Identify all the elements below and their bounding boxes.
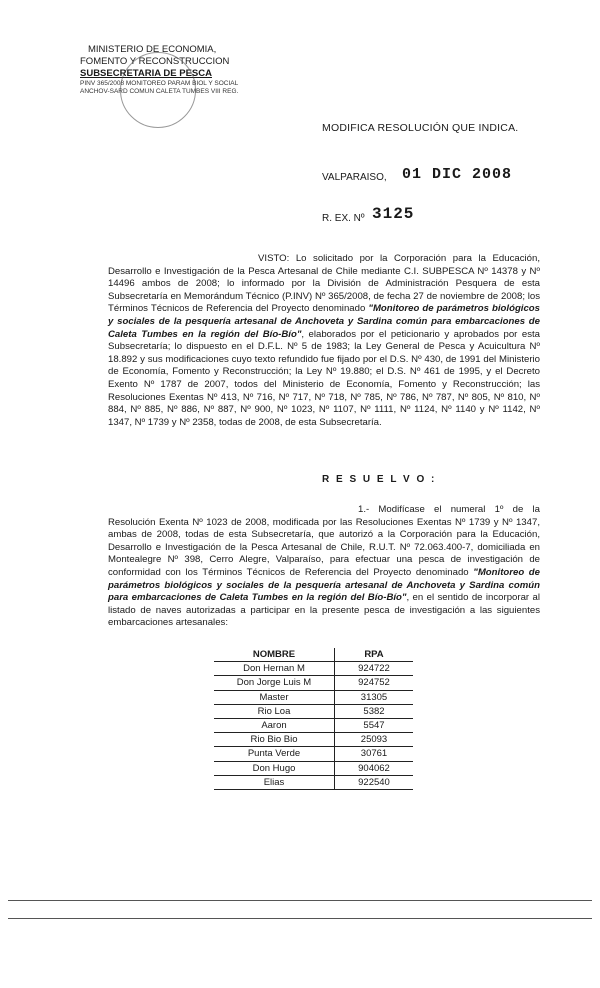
project-code-line2: ANCHOV-SARD COMUN CALETA TUMBES VIII REG. (80, 88, 239, 95)
vessel-rpa: 922540 (335, 775, 414, 789)
subsecretaria-name: SUBSECRETARIA DE PESCA (80, 68, 212, 79)
vessel-name: Rio Bio Bio (214, 733, 335, 747)
city-label: VALPARAISO, (322, 172, 387, 183)
vessel-name: Don Hugo (214, 761, 335, 775)
table-row (214, 775, 413, 789)
vessel-rpa: 30761 (335, 747, 414, 761)
resolution-number: 3125 (372, 205, 415, 223)
scan-edge-line (8, 900, 592, 901)
vessel-rpa: 25093 (335, 733, 414, 747)
vessel-name: Aaron (214, 718, 335, 732)
project-title: "Monitoreo de parámetros biológicos y sociales de la pesquería artesanal de Anchoveta y Sardina común para embarcaciones de Caleta Tumbes en la región del Bío-Bío" (108, 566, 540, 604)
table-row (214, 676, 413, 690)
document-subject: MODIFICA RESOLUCIÓN QUE INDICA. (322, 122, 519, 134)
vessel-rpa: 904062 (335, 761, 414, 775)
project-code-line1: PINV 365/2008 MONITOREO PARAM BIOL Y SOCIAL (80, 80, 239, 87)
table-row (214, 718, 413, 732)
official-seal-stamp (120, 52, 196, 128)
table-row (214, 662, 413, 676)
vessel-name: Master (214, 690, 335, 704)
vessel-rpa: 924752 (335, 676, 414, 690)
project-title: "Monitoreo de parámetros biológicos y sociales de la pesquería artesanal de Anchoveta y Sardina común para embarcaciones de Caleta Tumbes en la región del Bío-Bío" (108, 303, 540, 340)
vessel-name: Elias (214, 775, 335, 789)
table-row (214, 733, 413, 747)
table-row (214, 690, 413, 704)
visto-label: VISTO: (258, 253, 290, 264)
vessel-rpa: 31305 (335, 690, 414, 704)
table-header-row (214, 648, 413, 662)
vessels-table (214, 648, 413, 790)
table-row (214, 747, 413, 761)
ministry-name-line2: FOMENTO Y RECONSTRUCCION (80, 56, 230, 67)
vessel-rpa: 924722 (335, 662, 414, 676)
table-row (214, 761, 413, 775)
resolution-number-label: R. EX. Nº (322, 213, 365, 224)
vessel-name: Don Hernan M (214, 662, 335, 676)
resuelvo-heading: R E S U E L V O : (322, 474, 437, 485)
vessel-rpa: 5382 (335, 704, 414, 718)
ministry-name-line1: MINISTERIO DE ECONOMIA, (88, 44, 217, 55)
column-header-rpa: RPA (335, 648, 414, 662)
date-stamp: 01 DIC 2008 (402, 166, 513, 183)
vessel-name: Don Jorge Luis M (214, 676, 335, 690)
vessel-name: Punta Verde (214, 747, 335, 761)
vessel-rpa: 5547 (335, 718, 414, 732)
scan-edge-line (8, 918, 592, 919)
vessel-name: Rio Loa (214, 704, 335, 718)
resuelvo-paragraph: 1.- Modifícase el numeral 1º de la Resolución Exenta Nº 1023 de 2008, modificada por las Resoluciones Exentas Nº 1739 y Nº 1347, ambas de 2008, todas de esta Subsecretaría, que autorizó a la Corporación para la Educación, Desarrollo e Investigación de la Pesca Artesanal de Chile, R.U.T. Nº 72.063.400-7, domiciliada en Montealegre Nº 398, Cerro Alegre, Valparaíso, para efectuar una pesca de investigación de conformidad con los Términos Técnicos de Referencia del Proyecto denominado "Monitoreo de parámetros biológicos y sociales de la pesquería artesanal de Anchoveta y Sardina común para embarcaciones de Caleta Tumbes en la región del Bío-Bío", en el sentido de incorporar al listado de naves autorizadas a participar en la presente pesca de investigación a las siguientes embarcaciones artesanales: (108, 504, 540, 629)
table-row (214, 704, 413, 718)
visto-paragraph: VISTO: Lo solicitado por la Corporación para la Educación, Desarrollo e Investigación de la Pesca Artesanal de Chile mediante C.I. SUBPESCA Nº 14378 y Nº 14496 ambos de 2008; lo informado por la División de Administración Pesquera de esta Subsecretaría en Memorándum Técnico (P.INV) Nº 365/2008, de fecha 27 de noviembre de 2008; los Términos Técnicos de Referencia del Proyecto denominado "Monitoreo de parámetros biológicos y sociales de la pesquería artesanal de Anchoveta y Sardina común para embarcaciones de Caleta Tumbes en la región del Bío-Bío", elaborados por el peticionario y aprobados por esta Subsecretaría; lo dispuesto en el D.F.L. Nº 5 de 1983; la Ley General de Pesca y Acuicultura Nº 18.892 y sus modificaciones cuyo texto refundido fue fijado por el D.S. Nº 430, de 1991 del Ministerio de Economía, Fomento y Reconstrucción; la Ley Nº 19.880; el D.S. Nº 461 de 1995, y el Decreto Exento Nº 1787 de 2007, todos del Ministerio de Economía, Fomento y Reconstrucción; las Resoluciones Exentas Nº 413, Nº 716, Nº 717, Nº 718, Nº 785, Nº 786, Nº 787, Nº 805, Nº 810, Nº 884, Nº 885, Nº 886, Nº 887, Nº 900, Nº 1023, Nº 1107, Nº 1111, Nº 1124, Nº 1140 y Nº 1142, Nº 1347, Nº 1739 y Nº 2358, todas de 2008, de esta Subsecretaría. (108, 253, 541, 428)
column-header-name: NOMBRE (214, 648, 335, 662)
